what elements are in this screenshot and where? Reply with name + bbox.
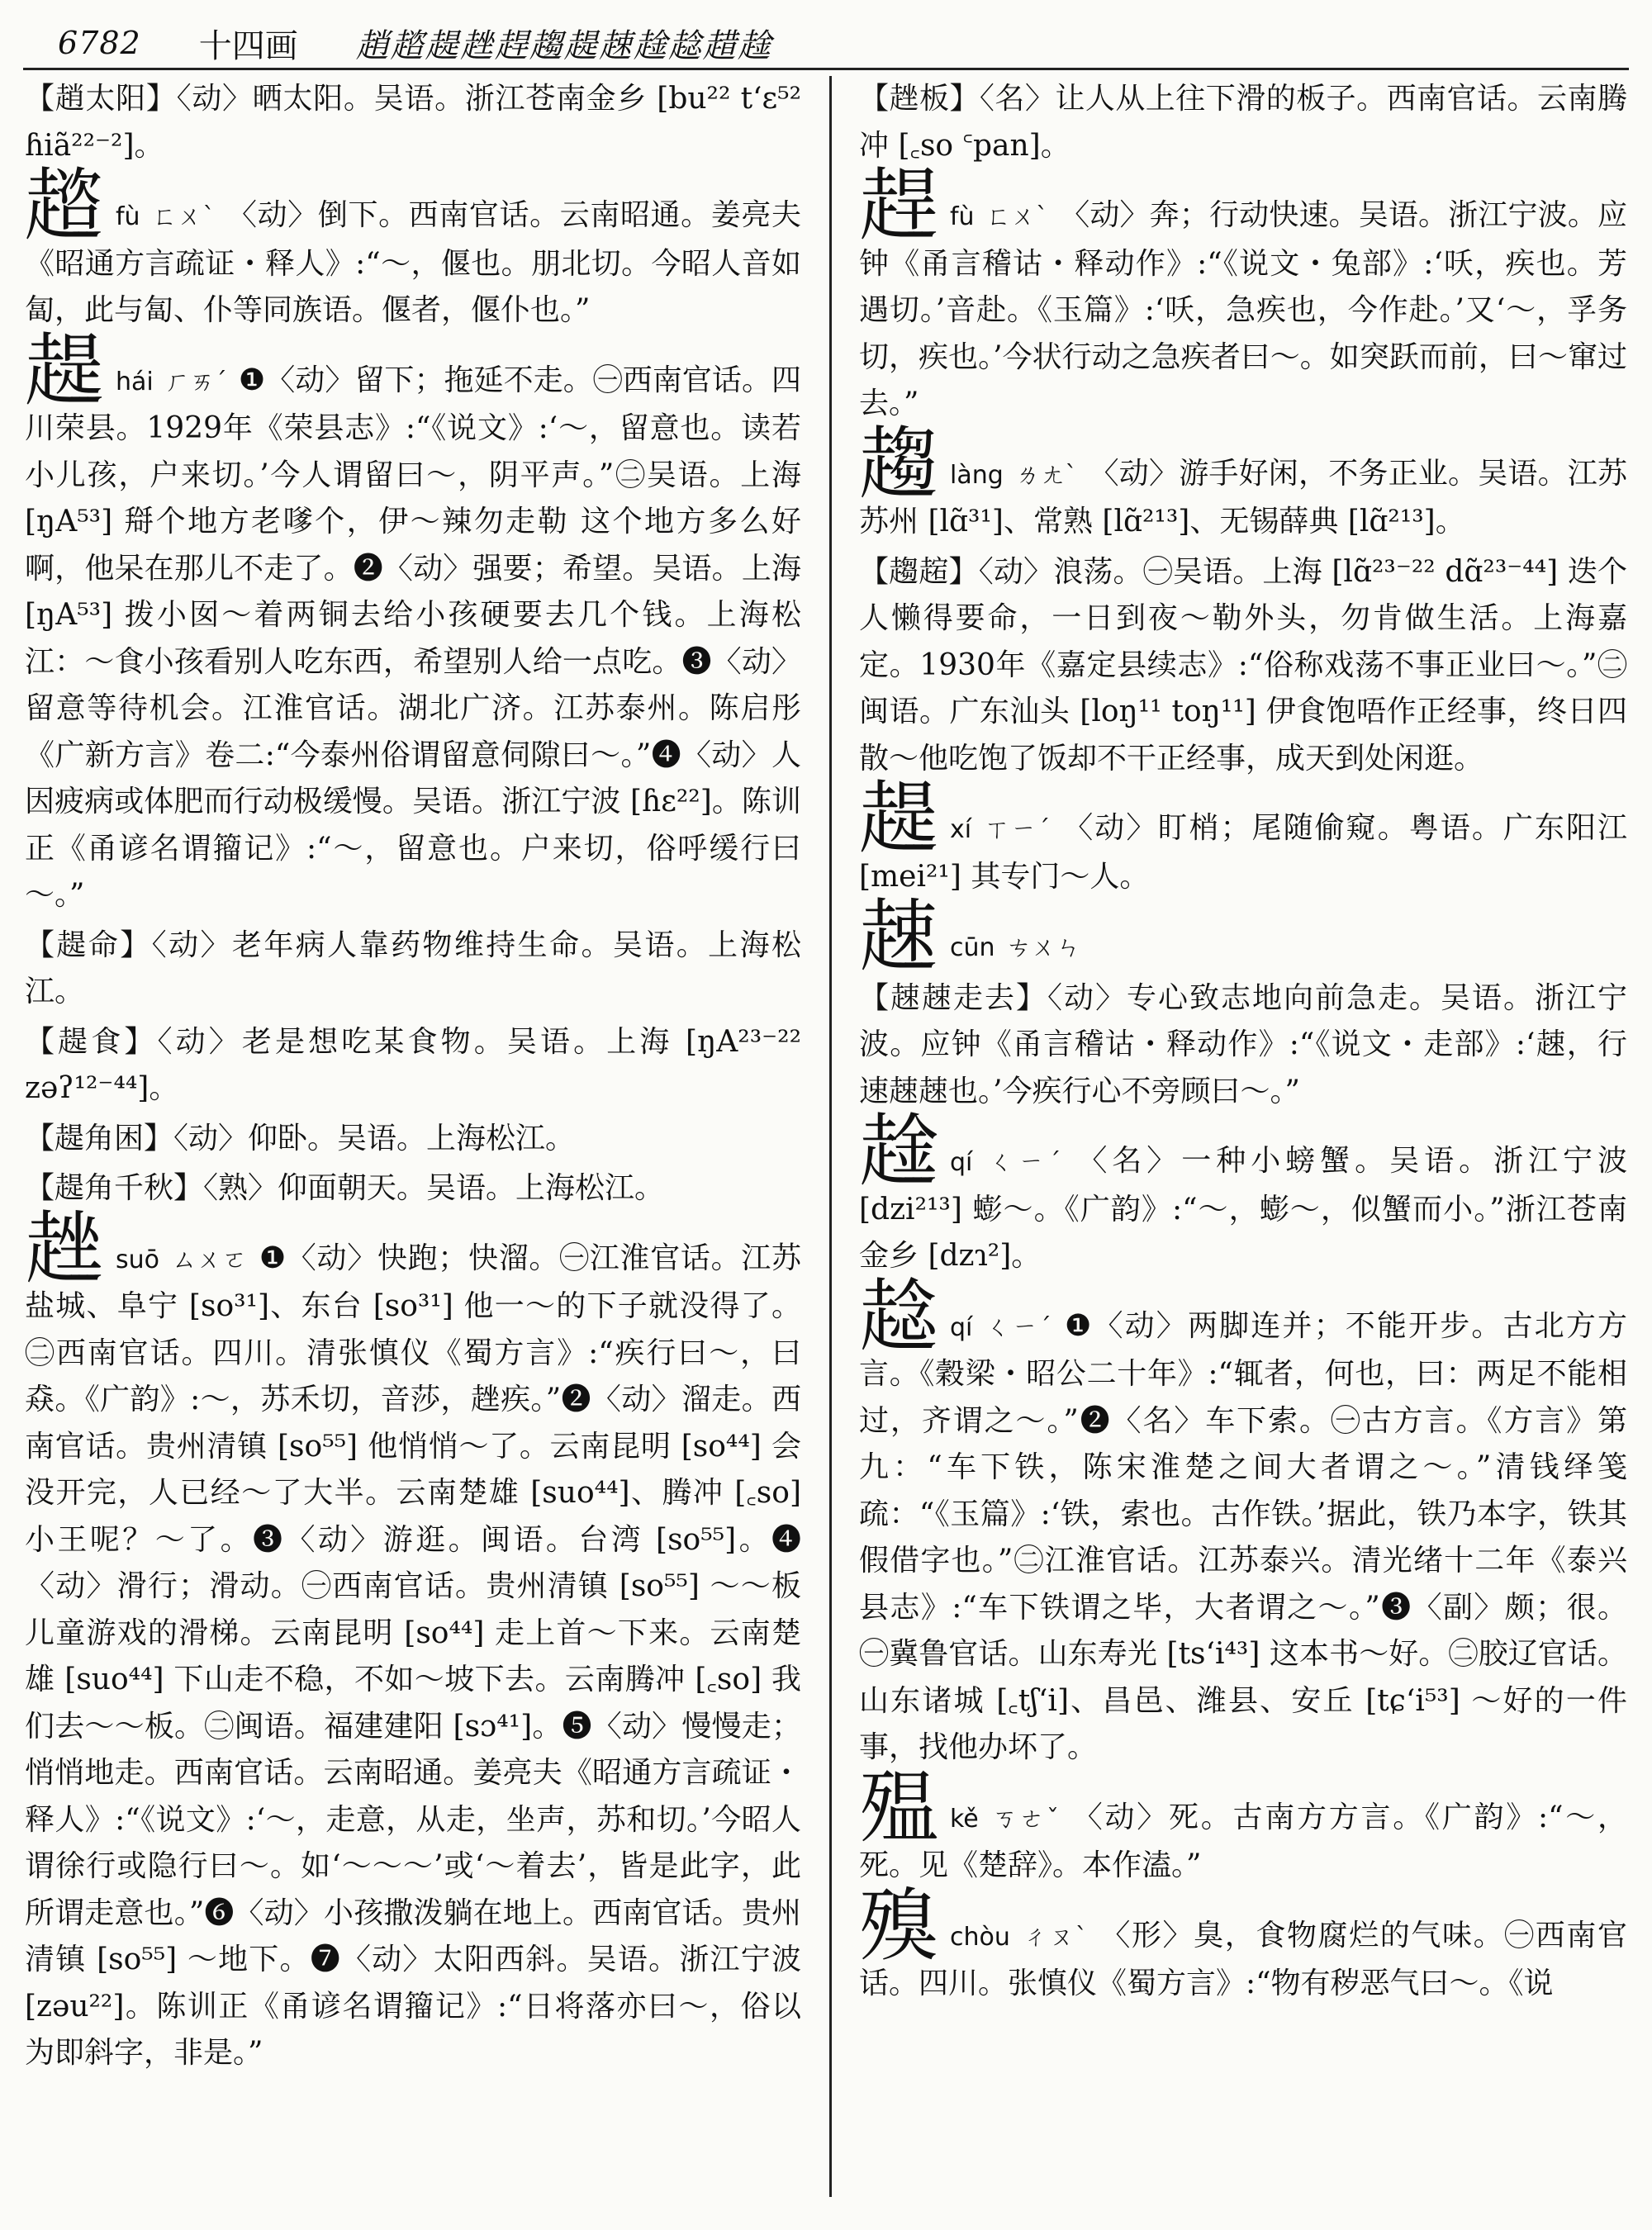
pinyin: chòu (950, 1922, 1010, 1952)
compound-entry (25, 1019, 801, 1113)
headword: 趧 (25, 324, 104, 417)
pinyin: qí (950, 1312, 973, 1342)
headword: 趨 (859, 417, 938, 510)
headword: 趖 (25, 1202, 104, 1295)
entry-text: 【趚趚走去】〈动〉专心致志地向前急走。吴语。浙江宁波。应钟《甬言稽诂・释动作》:“《说文・走部》:‘趚，行速趚趚也。’今疾行心不旁顾曰～。” (859, 980, 1627, 1108)
definition: 〈动〉奔；行动快速。吴语。浙江宁波。应钟《甬言稽诂・释动作》:“《说文・兔部》:‘㕭，疾也。芳遇切。’音赴。《玉篇》:‘㕭，急疾也，今作赴。’又‘～，孚务切，疾也。’今状行动之急疾者曰～。如突跃而前，曰～窜过去。” (859, 198, 1627, 420)
headword-entry (859, 772, 1627, 900)
page-number: 6782 (58, 25, 141, 61)
headword-entry (859, 1761, 1627, 1890)
definition: 〈动〉死。古南方方言。《广韵》:“～，死。见《楚辞》。本作溘。” (859, 1800, 1627, 1882)
bopomofo: ㄎㄜˇ (990, 1804, 1061, 1834)
headword-entry (859, 890, 1627, 983)
compound-entry (25, 76, 801, 169)
right-column (859, 76, 1627, 2011)
pinyin: xí (950, 815, 972, 844)
page-header (58, 18, 1611, 68)
definition: 〈动〉盯梢；尾随偷窥。粤语。广东阳江 [mei²¹] 其专门～人。 (859, 811, 1627, 894)
definition: ❶〈动〉两脚连并；不能开步。古北方方言。《穀梁・昭公二十年》:“辄者，何也，曰：两足不能相过，齐谓之～。”❷〈名〉车下索。㊀古方言。《方言》第九：“车下铁，陈宋淮楚之间大者谓之～。”清钱绎笺疏：“《玉篇》:‘铁，索也。古作铁。’据此，铁乃本字，铁其假借字也。”㊁江淮官话。江苏泰兴。清光绪十二年《泰兴县志》:“车下铁谓之毕，大者谓之～。”❸〈副〉颇；很。㊀冀鲁官话。山东寿光 [tsʻi⁴³] 这本书～好。㊁胶辽官话。山东诸城 [꜀tʃʻi]、昌邑、潍县、安丘 [tɕʻi⁵³] ～好的一件事，找他办坏了。 (859, 1308, 1627, 1764)
entry-text: 【趧命】〈动〉老年病人靠药物维持生命。吴语。上海松江。 (25, 928, 801, 1008)
pinyin: kě (950, 1804, 979, 1834)
compound-entry (859, 549, 1627, 783)
headword-entry (859, 1105, 1627, 1280)
headword-entry (859, 1269, 1627, 1772)
pinyin: suō (116, 1245, 159, 1274)
bopomofo: ㄌㄤˋ (1014, 460, 1078, 490)
definition: ❶〈动〉留下；拖延不走。㊀西南官话。四川荣县。1929年《荣县志》:“《说文》:‘～，留意也。读若小儿孩，户来切。’今人谓留曰～，阴平声。”㊁吴语。上海 [ŋA⁵³] 搿个地方老嗲个，伊～辣勿走勒 这个地方多么好啊，他呆在那儿不走了。❷〈动〉强要；希望。吴语。上海 [ŋA⁵³] 拨小囡～着两铜去给小孩硬要去几个钱。上海松江：～食小孩看别人吃东西，希望别人给一点吃。❸〈动〉留意等待机会。江淮官话。湖北广济。江苏泰州。陈启彤《广新方言》卷二:“今泰州俗谓留意伺隙曰～。”❹〈动〉人因疲病或体肥而行动极缓慢。吴语。浙江宁波 [ɦɛ²²]。陈训正《甬谚名谓籀记》:“～，留意也。户来切，俗呼缓行曰～。” (25, 363, 802, 912)
entry-text: 【趧食】〈动〉老是想吃某食物。吴语。上海 [ŋA²³⁻²² zəʔ¹²⁻⁴⁴]。 (25, 1024, 801, 1105)
compound-entry (25, 1116, 801, 1163)
bopomofo: ㄈㄨˋ (151, 202, 216, 231)
headword: 趦 (25, 159, 104, 252)
bopomofo: ㄘㄨㄣ (1006, 933, 1081, 962)
entry-text: 【趖板】〈名〉让人从上往下滑的板子。西南官话。云南腾冲 [꜀so ꜂pan]。 (859, 82, 1627, 163)
definition: 〈动〉倒下。西南官话。云南昭通。姜亮夫《昭通方言疏证・释人》:“～，偃也。朋北切。今昭人音如匐，此与匐、仆等同族语。偃者，偃仆也。” (25, 198, 801, 327)
left-column (25, 76, 801, 2081)
compound-entry (25, 923, 801, 1016)
bopomofo: ㄒㄧˊ (983, 815, 1052, 844)
entry-text: 【趧角千秋】〈熟〉仰面朝天。吴语。上海松江。 (25, 1171, 665, 1205)
bopomofo: ㄙㄨㄛ (171, 1245, 248, 1274)
pinyin: cūn (950, 933, 995, 962)
headword: 殟 (859, 1761, 938, 1854)
bopomofo: ㄈㄨˋ (985, 202, 1049, 231)
pinyin: fù (950, 202, 975, 231)
section-title: 十四画 (198, 26, 298, 65)
headword-entry (25, 159, 801, 334)
compound-entry (25, 1165, 801, 1212)
headword: 殠 (859, 1879, 938, 1972)
headword-entry (859, 159, 1627, 428)
definition: 〈形〉臭，食物腐烂的气味。㊀西南官话。四川。张慎仪《蜀方言》:“物有秽恶气曰～。《说 (859, 1918, 1627, 2000)
compound-entry (859, 975, 1627, 1116)
headword-entry (25, 1202, 802, 2077)
headword: 趧 (859, 772, 938, 865)
headword: 趚 (859, 890, 938, 983)
bopomofo: ㄔㄡˋ (1021, 1922, 1089, 1952)
headword-entry (859, 1879, 1627, 2008)
entry-text: 【趧角困】〈动〉仰卧。吴语。上海松江。 (25, 1121, 576, 1155)
entry-text: 【趙太阳】〈动〉晒太阳。吴语。浙江苍南金乡 [bu²² tʻɛ⁵² ɦiã²²⁻²]。 (25, 82, 801, 163)
pinyin: hái (116, 367, 154, 396)
pinyin: làng (950, 460, 1004, 490)
definition: 〈名〉一种小螃蟹。吴语。浙江宁波 [dzi²¹³] 蟛～。《广韵》:“～，蟛～，似蟹而小。”浙江苍南金乡 [dzɿ²]。 (859, 1144, 1627, 1273)
definition: 〈动〉游手好闲，不务正业。吴语。江苏苏州 [lɑ̃³¹]、常熟 [lɑ̃²¹³]、无锡薛典 [lɑ̃²¹³]。 (859, 456, 1627, 539)
entry-text: 【趨趤】〈动〉浪荡。㊀吴语。上海 [lɑ̃²³⁻²² dɑ̃²³⁻⁴⁴] 迭个人懒得要命，一日到夜～勒外头，勿肯做生活。上海嘉定。1930年《嘉定县续志》:“俗称戏荡不事正业曰～。”㊁闽语。广东汕头 [loŋ¹¹ toŋ¹¹] 伊食饱唔作正经事，终日四散～他吃饱了饭却不干正经事，成天到处闲逛。 (859, 554, 1627, 776)
headword: 趝 (859, 1269, 938, 1363)
headword-entry (859, 417, 1627, 546)
headword: 趛 (859, 1105, 938, 1198)
definition: ❶〈动〉快跑；快溜。㊀江淮官话。江苏盐城、阜宁 [so³¹]、东台 [so³¹] 他一～的下子就没得了。㊁西南官话。四川。清张慎仪《蜀方言》:“疾行曰～，曰猋。《广韵》:～，苏禾切，音莎，趖疾。”❷〈动〉溜走。西南官话。贵州清镇 [so⁵⁵] 他悄悄～了。云南昆明 [so⁴⁴] 会没开完，人已经～了大半。云南楚雄 [suo⁴⁴]、腾冲 [꜀so] 小王呢？～了。❸〈动〉游逛。闽语。台湾 [so⁵⁵]。❹〈动〉滑行；滑动。㊀西南官话。贵州清镇 [so⁵⁵] ～～板儿童游戏的滑梯。云南昆明 [so⁴⁴] 走上首～下来。云南楚雄 [suo⁴⁴] 下山走不稳，不如～坡下去。云南腾冲 [꜀so] 我们去～～板。㊁闽语。福建建阳 [sɔ⁴¹]。❺〈动〉慢慢走；悄悄地走。西南官话。云南昭通。姜亮夫《昭通方言疏证・释人》:“《说文》:‘～，走意，从走，坐声，苏和切。’今昭人谓徐行或隐行曰～。如‘～～～’或‘～着去’，皆是此字，此所谓走意也。”❻〈动〉小孩撒泼躺在地上。西南官话。贵州清镇 [so⁵⁵] ～地下。❼〈动〉太阳西斜。吴语。浙江宁波 [zəu²²]。陈训正《甬谚名谓籀记》:“日将落亦曰～，俗以为即斜字，非是。” (25, 1241, 802, 2070)
pinyin: fù (116, 202, 140, 231)
bopomofo: ㄏㄞˊ (164, 367, 227, 396)
column-divider (829, 76, 832, 2197)
headword: 趕 (859, 159, 938, 252)
headword-entry (25, 324, 802, 919)
compound-entry (859, 76, 1627, 169)
bopomofo: ㄑㄧˊ (984, 1312, 1054, 1342)
bopomofo: ㄑㄧˊ (984, 1148, 1066, 1177)
header-rule (23, 68, 1629, 70)
header-characters: 趙趦趧趖趕趨趧趚趛趝趞趛 (355, 26, 772, 65)
pinyin: qí (950, 1148, 973, 1177)
